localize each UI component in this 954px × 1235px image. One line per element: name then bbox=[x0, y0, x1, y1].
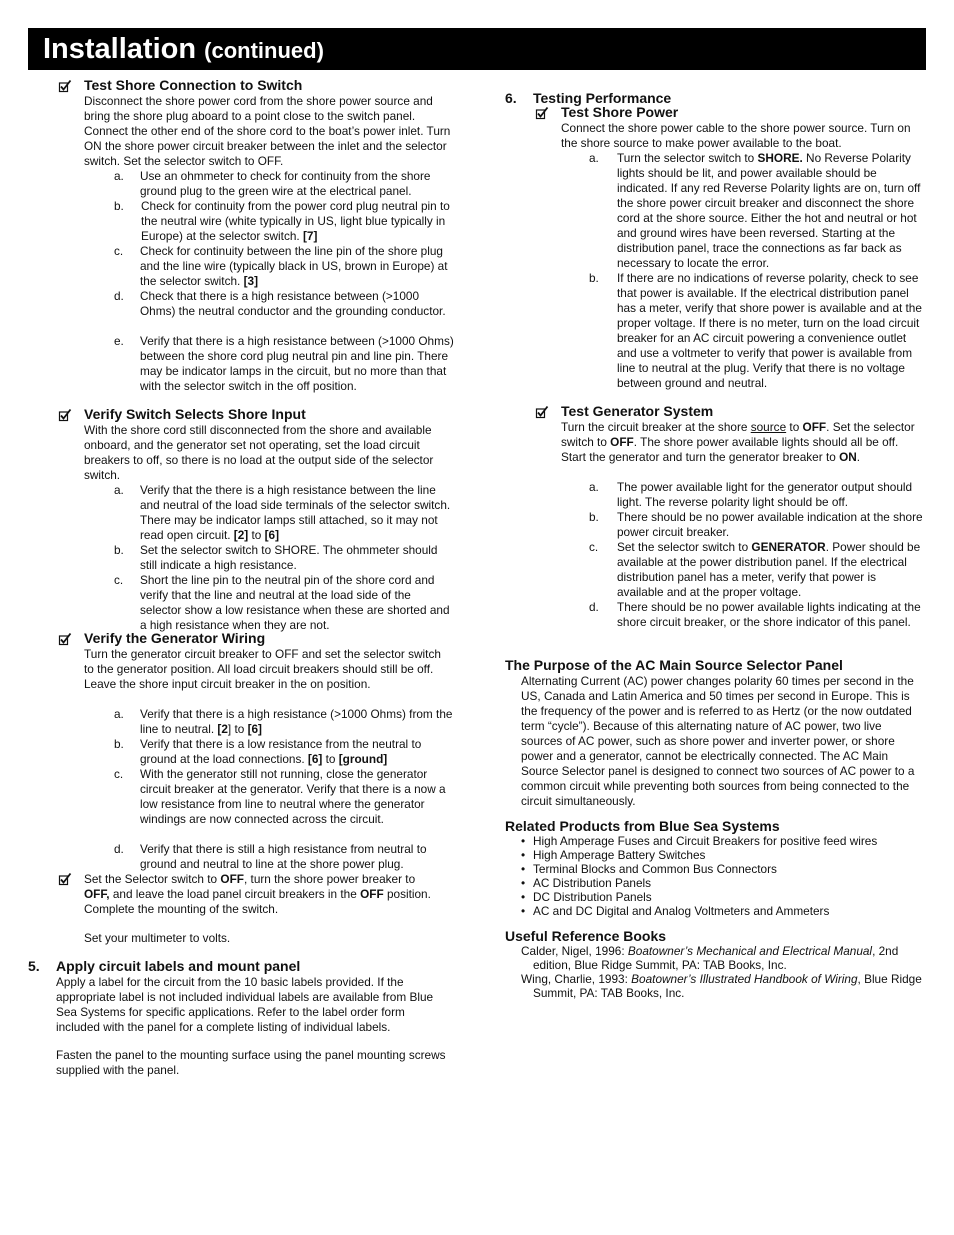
item-letter: d. bbox=[589, 600, 599, 614]
item-letter: a. bbox=[589, 151, 599, 165]
section-heading: Related Products from Blue Sea Systems bbox=[505, 818, 780, 834]
list-item: • AC Distribution Panels bbox=[521, 876, 925, 890]
product-list bbox=[521, 834, 925, 918]
item-text: Check that there is a high resistance between (>1000 Ohms) the neutral conductor and the grounding conductor. bbox=[140, 289, 446, 318]
list-item bbox=[114, 199, 454, 244]
emphasis: ON bbox=[839, 450, 857, 464]
text-run: to bbox=[786, 420, 803, 434]
list-item bbox=[589, 151, 923, 271]
list-item bbox=[589, 540, 923, 600]
item-body: Verify that there is a low resistance from the neutral to ground at the load connections. bbox=[140, 737, 422, 766]
underlined-term: source bbox=[750, 420, 787, 434]
emphasis: GENERATOR bbox=[751, 540, 826, 554]
ref-connector: to bbox=[248, 528, 265, 542]
emphasis: OFF bbox=[610, 435, 634, 449]
item-letter: a. bbox=[114, 483, 124, 497]
item-letter: b. bbox=[114, 199, 124, 213]
list-item bbox=[114, 244, 454, 289]
ref-tag: [6] bbox=[247, 722, 262, 736]
item-text bbox=[140, 244, 454, 289]
list-item bbox=[114, 707, 454, 737]
list-item bbox=[114, 767, 454, 827]
item-letter: a. bbox=[114, 707, 124, 721]
text-run: . Set the selector switch to bbox=[561, 420, 915, 449]
list-item: • DC Distribution Panels bbox=[521, 890, 925, 904]
text-run: Turn the selector switch to bbox=[617, 151, 758, 165]
note-text: Set your multimeter to volts. bbox=[84, 931, 231, 945]
list-item bbox=[114, 169, 454, 199]
list-item: • High Amperage Fuses and Circuit Breakers for positive feed wires bbox=[521, 834, 925, 848]
item-text: Short the line pin to the neutral pin of the shore cord and verify that the line and neutral at the load side of the selector show a low resistance when these are shorted and a high resistance when they are not. bbox=[140, 573, 450, 632]
paragraph: Alternating Current (AC) power changes polarity 60 times per second in the US, Canada and Latin America and 50 times per second in Europe. This is the frequency of the power and is referred to as Hertz (or the now outdated term “cycle”). Because of this alternating nature of AC power, two live sources of AC power, such as shore power and inverter power, or shore power and a generator, cannot be electrically connected. The AC Main Source Selector panel is designed to connect two sources of AC power to a common circuit while preventing both sources from being connected to the circuit simultaneously. bbox=[521, 674, 915, 808]
section-heading: Verify the Generator Wiring bbox=[84, 630, 266, 646]
list-item bbox=[114, 842, 454, 872]
item-letter: d. bbox=[114, 842, 124, 856]
text-run: position. Complete the mounting of the switch. bbox=[84, 887, 431, 916]
section-intro: Turn the generator circuit breaker to OFF and set the selector switch to the generator position. All load circuit breakers should still be off. Leave the shore input circuit breaker in the on position. bbox=[84, 647, 441, 691]
section-heading: The Purpose of the AC Main Source Selector Panel bbox=[505, 657, 843, 673]
list-item: • Terminal Blocks and Common Bus Connectors bbox=[521, 862, 925, 876]
title-main: Installation bbox=[43, 33, 197, 65]
item-letter: b. bbox=[589, 271, 599, 285]
list-item bbox=[589, 480, 923, 510]
item-text bbox=[140, 707, 454, 737]
list-item bbox=[589, 600, 923, 630]
item-text: If there are no indications of reverse polarity, check to see that power is available. If the electrical distribution panel has a meter, verify that shore power is available and at the proper voltage. If there is no meter, turn on the load circuit breaker for an AC circuit powering a convenience outlet and use a voltmeter to verify that power is available from line to neutral at the plug. Verify that there is no voltage between ground and neutral. bbox=[617, 271, 922, 390]
emphasis: OFF bbox=[360, 887, 384, 901]
section-intro: Disconnect the shore power cord from the shore power source and bring the shore plug aboard to a point close to the switch panel. Connect the other end of the shore cord to the boat’s power inlet. Turn ON the shore power circuit breaker between the inlet and the selector switch. Set the selector switch to OFF. bbox=[84, 94, 451, 168]
item-text: The power available light for the generator output should light. The reverse polarity light should be off. bbox=[617, 480, 913, 509]
step-number: 6. bbox=[505, 90, 517, 106]
emphasis: OFF, bbox=[84, 887, 110, 901]
section-heading: Testing Performance bbox=[533, 90, 672, 106]
reference-item bbox=[521, 972, 925, 1000]
text-run: and leave the load panel circuit breakers in the bbox=[109, 887, 361, 901]
ref-title: Boatowner’s Illustrated Handbook of Wiring bbox=[631, 972, 858, 986]
item-text bbox=[141, 199, 454, 244]
item-body: Verify that there is a high resistance (>1000 Ohms) from the line to neutral. bbox=[140, 707, 453, 736]
ref-tag: [2] bbox=[233, 528, 249, 542]
ref-tag: [ground] bbox=[338, 752, 388, 766]
item-text: There should be no power available lights indicating at the shore circuit breaker, or the shore indicator of this panel. bbox=[617, 600, 921, 629]
item-text bbox=[140, 483, 454, 543]
ref-author: Wing, Charlie, 1993: bbox=[521, 972, 632, 986]
text-run: Set the Selector switch to bbox=[84, 872, 221, 886]
item-text bbox=[617, 151, 923, 271]
emphasis: OFF bbox=[802, 420, 827, 434]
text-run: , turn the shore power breaker to bbox=[243, 872, 416, 886]
item-letter: b. bbox=[589, 510, 599, 524]
item-text: Set the selector switch to SHORE. The ohmmeter should still indicate a high resistance. bbox=[140, 543, 438, 572]
checkbox-checked-icon bbox=[58, 872, 72, 886]
subsection-heading: Test Generator System bbox=[561, 403, 714, 419]
subsection-heading: Test Shore Power bbox=[561, 104, 679, 120]
list-item bbox=[589, 271, 923, 391]
text-run: . Power should be available at the power distribution panel. If the electrical distribution panel has a meter, verify that power is available and at the proper voltage. bbox=[617, 540, 921, 599]
list-item bbox=[114, 483, 454, 543]
item-body: Check for continuity from the power cord plug neutral pin to the neutral wire (white typically in US, light blue typically in Europe) at the selector switch. bbox=[141, 199, 450, 243]
ref-tag: [6] bbox=[307, 752, 323, 766]
item-text: There should be no power available indication at the shore power circuit breaker. bbox=[617, 510, 923, 539]
paragraph: Fasten the panel to the mounting surface using the panel mounting screws supplied with the panel. bbox=[56, 1048, 446, 1077]
ref-tag: [2 bbox=[217, 722, 228, 736]
ref-publisher: , 2nd edition, Blue Ridge Summit, PA: TAB Books, Inc. bbox=[533, 944, 899, 972]
list-item bbox=[589, 510, 923, 540]
list-item bbox=[114, 573, 454, 633]
section-heading: Test Shore Connection to Switch bbox=[84, 77, 303, 93]
reference-item bbox=[521, 944, 925, 972]
checkbox-checked-icon bbox=[58, 408, 72, 422]
ref-tag: [3] bbox=[243, 274, 259, 288]
ref-author: Calder, Nigel, 1996: bbox=[521, 944, 628, 958]
item-letter: b. bbox=[114, 737, 124, 751]
checkbox-checked-icon bbox=[535, 106, 549, 120]
item-letter: a. bbox=[589, 480, 599, 494]
item-letter: a. bbox=[114, 169, 124, 183]
list-item bbox=[114, 289, 454, 319]
list-item bbox=[114, 334, 454, 394]
ref-connector: ] to bbox=[227, 722, 248, 736]
page-title bbox=[43, 31, 324, 69]
item-text: With the generator still not running, close the generator circuit breaker at the generator. Verify that there is a now a low resistance from line to neutral where the generator windings are now connected across the circuit. bbox=[140, 767, 446, 826]
text-run: Set the selector switch to bbox=[617, 540, 752, 554]
item-body: Verify that the there is a high resistance between the line and neutral of the load side terminals of the selector switch. There may be indicator lamps still attached, so it may not read open circuit. bbox=[140, 483, 451, 542]
checkbox-checked-icon bbox=[535, 405, 549, 419]
section-intro bbox=[84, 872, 440, 917]
ref-connector: to bbox=[322, 752, 339, 766]
item-text bbox=[140, 737, 454, 767]
checkbox-checked-icon bbox=[58, 79, 72, 93]
step-number: 5. bbox=[28, 958, 40, 974]
list-item bbox=[114, 737, 454, 767]
item-letter: c. bbox=[114, 244, 124, 258]
ref-tag: [7] bbox=[302, 229, 318, 243]
section-heading: Useful Reference Books bbox=[505, 928, 667, 944]
text-run: No Reverse Polarity lights should be lit, and power available should be indicated. If any red Reverse Polarity lights are on, turn off the shore power circuit breaker and disconnect the shore cord at the shore source. Either the hot and neutral or hot and ground wires have been reversed. Starting at the distribution panel, trace the connections as far back as necessary to locate the error. bbox=[617, 151, 921, 270]
item-letter: c. bbox=[589, 540, 599, 554]
section-heading: Verify Switch Selects Shore Input bbox=[84, 406, 306, 422]
emphasis: OFF bbox=[220, 872, 244, 886]
title-sub: (continued) bbox=[204, 38, 324, 63]
item-body: Check for continuity between the line pin of the shore plug and the line wire (typically black in US, brown in Europe) at the selector switch. bbox=[140, 244, 448, 288]
paragraph: Apply a label for the circuit from the 10 basic labels provided. If the appropriate label is not included individual labels are available from Blue Sea Systems for specific applications. Refer to the label order form included with the panel for a complete listing of individual labels. bbox=[56, 975, 434, 1034]
item-text: Verify that there is still a high resistance from neutral to ground and neutral to line at the shore power plug. bbox=[140, 842, 427, 871]
section-intro: Connect the shore power cable to the shore power source. Turn on the shore source to make power available to the boat. bbox=[561, 121, 911, 150]
section-banner bbox=[28, 28, 926, 70]
item-text: Verify that there is a high resistance between (>1000 Ohms) between the shore cord plug neutral pin and line pin. There may be indicator lamps in the circuit, but no more than that with the selector switch in the off position. bbox=[140, 334, 454, 393]
list-item: • High Amperage Battery Switches bbox=[521, 848, 925, 862]
ref-publisher: , Blue Ridge Summit, PA: TAB Books, Inc. bbox=[533, 972, 922, 1000]
checkbox-checked-icon bbox=[58, 632, 72, 646]
text-run: Turn the circuit breaker at the shore bbox=[561, 420, 751, 434]
item-text bbox=[617, 540, 923, 600]
ref-tag: [6] bbox=[264, 528, 280, 542]
item-letter: d. bbox=[114, 289, 124, 303]
text-run: . bbox=[856, 450, 861, 464]
emphasis: SHORE. bbox=[757, 151, 803, 165]
section-intro: With the shore cord still disconnected from the shore and available onboard, and the generator set not operating, set the load circuit breakers to off, so there is no load at the output side of the selector switch. bbox=[84, 423, 434, 482]
section-heading: Apply circuit labels and mount panel bbox=[56, 958, 301, 974]
list-item bbox=[114, 543, 454, 573]
item-letter: c. bbox=[114, 573, 124, 587]
item-letter: e. bbox=[114, 334, 124, 348]
item-letter: b. bbox=[114, 543, 124, 557]
ref-title: Boatowner’s Mechanical and Electrical Manual bbox=[627, 944, 873, 958]
text-run: . The shore power available lights should all be off. Start the generator and turn the generator breaker to bbox=[561, 435, 899, 464]
item-text: Use an ohmmeter to check for continuity from the shore ground plug to the green wire at the electrical panel. bbox=[140, 169, 431, 198]
item-letter: c. bbox=[114, 767, 124, 781]
section-intro bbox=[561, 420, 923, 465]
list-item: • AC and DC Digital and Analog Voltmeters and Ammeters bbox=[521, 904, 925, 918]
reference-list bbox=[521, 944, 925, 1000]
